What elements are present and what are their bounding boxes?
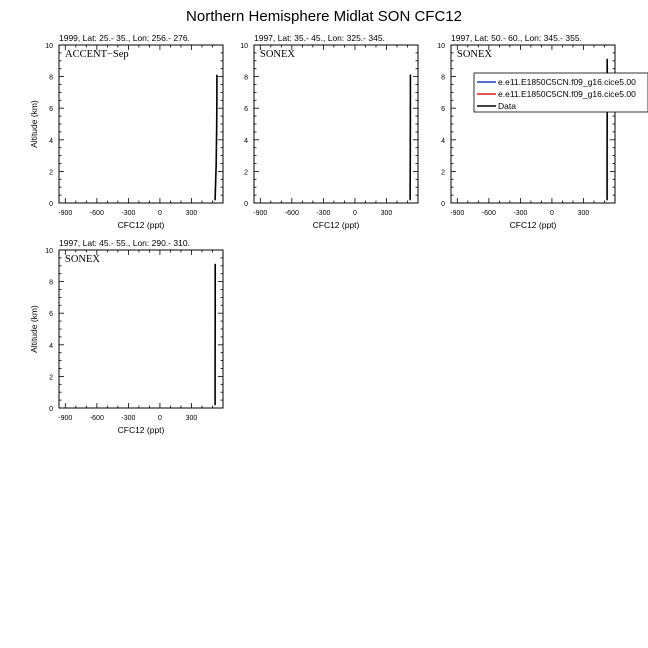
plot-frame: [451, 45, 615, 203]
plot-frame: [59, 45, 223, 203]
x-tick-label: 300: [380, 210, 393, 217]
panel-title: 1997, Lat: 35.- 45., Lon: 325.- 345.: [254, 33, 385, 43]
y-tick-label: 6: [49, 311, 53, 319]
data-point: [215, 199, 216, 200]
y-tick-label: 2: [49, 169, 53, 177]
campaign-label: SONEX: [65, 254, 101, 265]
data-point: [215, 404, 216, 405]
y-tick-label: 2: [441, 169, 445, 177]
data-point: [215, 313, 216, 314]
data-point: [410, 100, 411, 101]
plot-frame: [254, 45, 418, 203]
y-axis-label: Altitude (km): [29, 100, 39, 148]
x-tick-label: -600: [89, 210, 104, 217]
data-point: [216, 74, 217, 75]
x-tick-label: -600: [284, 210, 299, 217]
x-tick-label: 0: [549, 210, 554, 217]
chart-panel-2: [240, 33, 418, 230]
panel-title: 1997, Lat: 45.- 55., Lon: 290.- 310.: [59, 238, 190, 248]
x-tick-label: -600: [481, 210, 496, 217]
data-point: [607, 59, 608, 60]
y-tick-label: 0: [244, 201, 248, 208]
y-tick-label: 4: [49, 342, 53, 350]
y-tick-label: 0: [49, 406, 53, 413]
x-axis-label: CFC12 (ppt): [312, 220, 360, 230]
data-point: [410, 74, 411, 75]
y-tick-label: 8: [49, 279, 53, 287]
x-tick-label: -900: [450, 210, 465, 217]
legend-label: Data: [498, 101, 516, 111]
data-point: [607, 199, 608, 200]
y-tick-label: 0: [441, 201, 445, 208]
data-point: [215, 264, 216, 265]
panel-title: 1999, Lat: 25.- 35., Lon: 256.- 276.: [59, 33, 190, 43]
data-point: [410, 155, 411, 156]
y-tick-label: 6: [441, 106, 445, 114]
data-point: [216, 123, 217, 124]
y-tick-label: 2: [244, 169, 248, 177]
legend: [474, 73, 648, 112]
x-axis-label: CFC12 (ppt): [117, 425, 165, 435]
y-tick-label: 6: [49, 106, 53, 114]
x-tick-label: -900: [58, 415, 73, 422]
campaign-label: SONEX: [457, 49, 493, 60]
y-tick-label: 8: [441, 74, 445, 82]
x-tick-label: 0: [352, 210, 357, 217]
y-tick-label: 10: [437, 43, 445, 50]
x-tick-label: -300: [121, 415, 136, 422]
x-tick-label: -900: [253, 210, 268, 217]
y-tick-label: 8: [244, 74, 248, 82]
x-axis-label: CFC12 (ppt): [509, 220, 557, 230]
y-tick-label: 4: [244, 137, 248, 145]
x-tick-label: 300: [577, 210, 590, 217]
y-tick-label: 4: [441, 137, 445, 145]
data-point: [607, 155, 608, 156]
y-tick-label: 10: [45, 248, 53, 255]
chart-panel-1: [29, 33, 223, 230]
x-tick-label: -900: [58, 210, 73, 217]
x-tick-label: -300: [121, 210, 136, 217]
chart-panel-4: [29, 238, 223, 435]
y-tick-label: 2: [49, 374, 53, 382]
y-tick-label: 10: [240, 43, 248, 50]
campaign-label: SONEX: [260, 49, 296, 60]
data-point: [410, 199, 411, 200]
panel-title: 1997, Lat: 50.- 60., Lon: 345.- 355.: [451, 33, 582, 43]
x-tick-label: 0: [157, 415, 162, 422]
page-title: Northern Hemisphere Midlat SON CFC12: [186, 8, 462, 25]
x-tick-label: -300: [316, 210, 331, 217]
data-point: [216, 93, 217, 94]
y-tick-label: 8: [49, 74, 53, 82]
x-tick-label: -300: [513, 210, 528, 217]
y-tick-label: 6: [244, 106, 248, 114]
chart-panel-3: [437, 33, 648, 230]
plot-frame: [59, 250, 223, 408]
y-tick-label: 4: [49, 137, 53, 145]
y-axis-label: Altitude (km): [29, 305, 39, 353]
x-tick-label: 0: [157, 210, 162, 217]
legend-label: e.e11.E1850C5CN.f09_g16.cice5.00: [498, 89, 636, 99]
campaign-label: ACCENT−Sep: [65, 49, 129, 60]
x-tick-label: 300: [185, 415, 198, 422]
x-tick-label: 300: [185, 210, 198, 217]
legend-label: e.e11.E1850C5CN.f09_g16.cice5.00: [498, 77, 636, 87]
y-tick-label: 10: [45, 43, 53, 50]
x-tick-label: -600: [89, 415, 104, 422]
y-tick-label: 0: [49, 201, 53, 208]
data-point: [216, 163, 217, 164]
x-axis-label: CFC12 (ppt): [117, 220, 165, 230]
data-point: [215, 360, 216, 361]
